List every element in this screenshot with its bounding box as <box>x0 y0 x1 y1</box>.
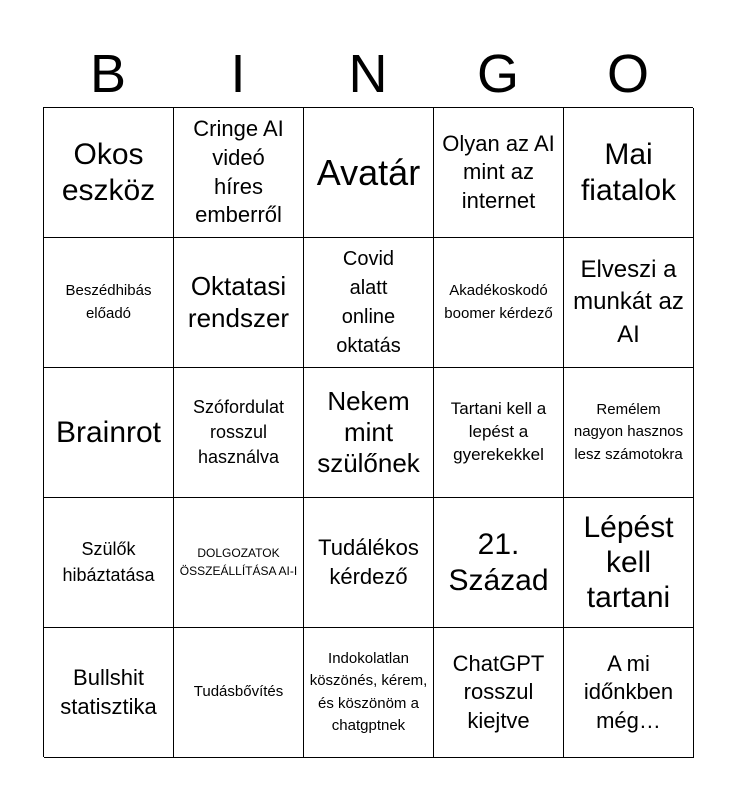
cell-text: Tudásbővítés <box>193 683 284 701</box>
cell-text: Nekem mint szülőnek <box>317 385 420 479</box>
cell-text: Olyan az AI mint az internet <box>442 130 555 213</box>
bingo-cell[interactable] <box>44 498 174 628</box>
cell-text: Avatár <box>316 151 421 193</box>
bingo-cell[interactable] <box>304 628 434 758</box>
bingo-header <box>43 40 693 108</box>
cell-text: Mai fiatalok <box>580 138 677 207</box>
bingo-cell[interactable] <box>304 108 434 238</box>
bingo-cell[interactable] <box>564 238 694 368</box>
cell-text: Tudálékos kérdező <box>318 534 419 589</box>
cell-text: Bullshit statisztika <box>60 664 157 719</box>
bingo-cell[interactable] <box>434 368 564 498</box>
bingo-cell[interactable] <box>44 628 174 758</box>
bingo-cell[interactable] <box>44 368 174 498</box>
cell-text: DOLGOZATOK ÖSSZEÁLLÍTÁSA AI-I <box>179 546 298 578</box>
bingo-cell[interactable] <box>434 238 564 368</box>
cell-text: Elveszi a munkát az AI <box>573 255 684 348</box>
cell-text: Cringe AI videó híres emberről <box>193 116 284 228</box>
cell-text: Remélem nagyon hasznos lesz számotokra <box>573 400 684 463</box>
cell-text: Lépést kell tartani <box>583 510 674 615</box>
cell-text: Szülők hibáztatása <box>62 539 155 585</box>
bingo-cell[interactable] <box>44 238 174 368</box>
cell-text: Tartani kell a lepést a gyerekekkel <box>450 399 547 464</box>
bingo-cell[interactable] <box>304 238 434 368</box>
bingo-cell[interactable] <box>304 498 434 628</box>
cell-text: ChatGPT rosszul kiejtve <box>452 650 545 733</box>
bingo-cell[interactable] <box>434 498 564 628</box>
cell-text: 21. Század <box>448 528 549 597</box>
cell-text: Brainrot <box>55 415 162 449</box>
bingo-cell[interactable] <box>174 498 304 628</box>
cell-text: Beszédhibás előadó <box>65 282 152 322</box>
cell-text: Covid alatt online oktatás <box>336 247 401 357</box>
header-letter-g: G <box>476 44 519 104</box>
bingo-cell[interactable] <box>434 108 564 238</box>
cell-text: Okos eszköz <box>61 138 156 207</box>
bingo-cell[interactable] <box>564 368 694 498</box>
bingo-cell[interactable] <box>174 628 304 758</box>
header-letter-i: I <box>230 44 246 104</box>
bingo-cell[interactable] <box>434 628 564 758</box>
header-letter-o: O <box>606 44 649 104</box>
header-letter-n: N <box>348 44 388 104</box>
cell-text: Szófordulat rosszul használva <box>192 396 285 468</box>
bingo-cell[interactable] <box>174 368 304 498</box>
bingo-cell[interactable] <box>304 368 434 498</box>
bingo-cell[interactable] <box>174 238 304 368</box>
bingo-cell[interactable] <box>564 498 694 628</box>
bingo-cell[interactable] <box>44 108 174 238</box>
bingo-grid <box>43 107 693 757</box>
bingo-cell[interactable] <box>564 628 694 758</box>
bingo-cell[interactable] <box>174 108 304 238</box>
bingo-cell[interactable] <box>564 108 694 238</box>
cell-text: Indokolatlan köszönés, kérem, és köszönöm a chatgptnek <box>309 649 428 734</box>
cell-text: Akadékoskodó boomer kérdező <box>444 282 553 322</box>
cell-text: A mi időnkben még… <box>583 650 674 733</box>
cell-text: Oktatasi rendszer <box>187 271 290 333</box>
header-letter-b: B <box>89 44 127 104</box>
